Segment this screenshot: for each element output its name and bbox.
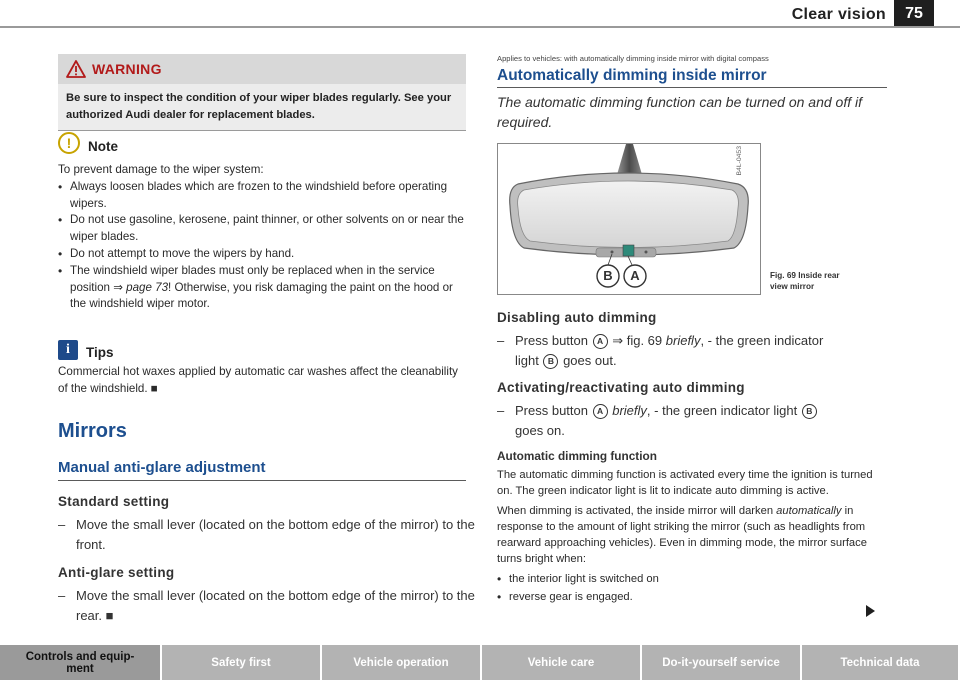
- note-item: • Do not attempt to move the wipers by hand.: [58, 246, 466, 263]
- warning-triangle-icon: [66, 60, 86, 78]
- note-body: [58, 162, 466, 313]
- function-text1: The automatic dimming function is activated every time the ignition is turned on. The green indicator light is lit to indicate auto dimming is active.: [497, 469, 873, 497]
- footer-tab-technical-data[interactable]: Technical data: [802, 645, 958, 680]
- page-73-link[interactable]: ⇒ page 73: [113, 280, 169, 294]
- button-a-icon: A: [593, 334, 608, 349]
- footer-tab-controls[interactable]: Controls and equip- ment: [0, 645, 160, 680]
- tips-title: Tips: [86, 345, 114, 360]
- section-rule: [497, 87, 887, 88]
- footer-nav: [0, 645, 960, 680]
- activating-pre: Press button: [515, 403, 592, 418]
- note-item: • Always loosen blades which are frozen to the windshield before operating wipers.: [58, 179, 466, 213]
- note-header: [58, 132, 118, 154]
- note-item4-pre: The windshield wiper blades must only be replaced when in the service position: [70, 263, 435, 294]
- note-item4-post: ! Otherwise, you risk damaging the paint on the hood or the windshield wiper motor.: [70, 280, 453, 311]
- disabling-briefly: briefly: [665, 333, 701, 348]
- activating-briefly: briefly: [612, 403, 647, 418]
- section-rule: [58, 480, 466, 481]
- figure-mirror: [497, 143, 761, 295]
- warning-header: [58, 54, 466, 84]
- note-intro: To prevent damage to the wiper system:: [58, 163, 264, 176]
- tips-header: [58, 340, 114, 360]
- function-item: • reverse gear is engaged.: [497, 589, 889, 605]
- figure-id: B4L-0453: [736, 146, 743, 176]
- warning-text: Be sure to inspect the condition of your wiper blades regularly. See your authorized Audi dealer for replacement blades.: [58, 84, 466, 131]
- continue-arrow-icon: [866, 605, 875, 617]
- antiglare-setting-title: Anti-glare setting: [58, 565, 175, 580]
- mirrors-heading: Mirrors: [58, 420, 127, 442]
- figure-caption: [770, 270, 840, 292]
- note-item: • Do not use gasoline, kerosene, paint thinner, or other solvents on or near the wiper blades.: [58, 212, 466, 246]
- activating-post2: goes on.: [515, 423, 565, 438]
- disabling-post1: , - the green indicator: [700, 333, 824, 348]
- function-text2-pre: When dimming is activated, the inside mirror will darken: [497, 505, 777, 517]
- activating-post1: , - the green indicator light: [646, 403, 801, 418]
- standard-setting-title: Standard setting: [58, 494, 170, 509]
- activating-text: [497, 401, 895, 441]
- warning-box: [58, 54, 466, 131]
- applies-to-text: Applies to vehicles: with automatically dimming inside mirror with digital compass: [497, 54, 769, 63]
- function-title: Automatic dimming function: [497, 449, 657, 463]
- disabling-post3: goes out.: [559, 353, 617, 368]
- indicator-b-icon: B: [543, 354, 558, 369]
- note-item: [58, 263, 466, 313]
- function-text2: [497, 503, 889, 567]
- footer-tab-diy-service[interactable]: Do-it-yourself service: [642, 645, 800, 680]
- figure-caption-line2: view mirror: [770, 282, 815, 291]
- warning-title: WARNING: [92, 61, 162, 77]
- footer-tab-vehicle-care[interactable]: Vehicle care: [482, 645, 640, 680]
- auto-dimming-intro: The automatic dimming function can be turned on and off if required.: [497, 94, 862, 130]
- indicator-b-icon: B: [802, 404, 817, 419]
- figure-label-b: B: [603, 268, 613, 283]
- figure-label-a: A: [630, 268, 640, 283]
- standard-setting-text: – Move the small lever (located on the bottom edge of the mirror) to the front.: [58, 515, 484, 555]
- footer-tab-safety[interactable]: Safety first: [162, 645, 320, 680]
- exclamation-circle-icon: !: [58, 132, 80, 154]
- activating-title: Activating/reactivating auto dimming: [497, 380, 745, 395]
- page-number: 75: [894, 0, 934, 26]
- disabling-post2: light: [515, 353, 543, 368]
- tips-text: Commercial hot waxes applied by automatic car washes affect the cleanability of the windshield. ■: [58, 365, 458, 395]
- footer-tab-vehicle-operation[interactable]: Vehicle operation: [322, 645, 480, 680]
- button-a-icon: A: [593, 404, 608, 419]
- disabling-pre: Press button: [515, 333, 592, 348]
- function-text2-post: in response to the amount of light striking the mirror (such as headlights from rearward approaching vehicles). Even in dimming mode, the mirror surface turns bright when:: [497, 505, 867, 565]
- auto-dimming-heading: Automatically dimming inside mirror: [497, 67, 767, 84]
- disabling-mid: ⇒ fig. 69: [608, 333, 666, 348]
- disabling-text: [497, 331, 895, 371]
- note-title: Note: [88, 139, 118, 154]
- function-text2-italic: automatically: [776, 505, 842, 517]
- figure-caption-line1: Fig. 69 Inside rear: [770, 271, 840, 280]
- function-item: • the interior light is switched on: [497, 571, 889, 587]
- header-rule: [0, 26, 960, 28]
- antiglare-setting-text: – Move the small lever (located on the bottom edge of the mirror) to the rear. ■: [58, 586, 484, 626]
- disabling-title: Disabling auto dimming: [497, 310, 657, 325]
- manual-antiglare-heading: Manual anti-glare adjustment: [58, 459, 266, 476]
- function-body: [497, 467, 889, 605]
- page-section-title: Clear vision: [791, 6, 886, 23]
- info-icon: i: [58, 340, 78, 360]
